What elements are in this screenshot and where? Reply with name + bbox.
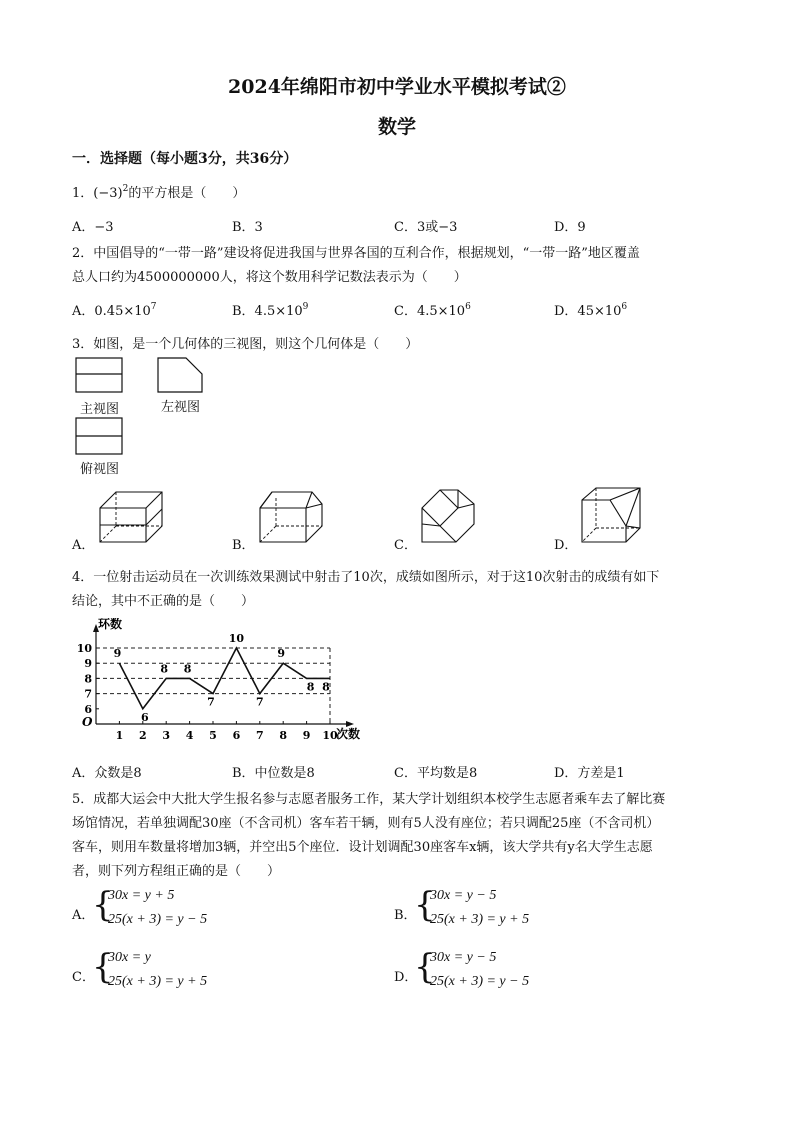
q1-option-a: A．−3 — [72, 220, 114, 235]
question-1-stem: 1．$(-3)^2$的平方根是（ ） — [72, 184, 246, 201]
exam-title: 2024年绵阳市初中学业水平模拟考试② — [228, 76, 566, 98]
question-5-line4: 者，则下列方程组正确的是（ ） — [72, 864, 281, 879]
data-label-4: 8 — [183, 662, 192, 676]
top-view-label: 俯视图 — [80, 462, 120, 477]
q5-option-a-eq2: 25(x + 3) = y − 5 — [108, 912, 208, 927]
q2-option-b: B．$4.5\times 10^9$ — [232, 302, 309, 319]
q2-option-a: A．$0.45\times 10^7$ — [72, 302, 157, 319]
x-axis-label: 次数 — [336, 727, 361, 741]
data-label-2: 6 — [140, 710, 149, 724]
y-axis-label: 环数 — [98, 618, 123, 631]
q5-option-d-eq2: 25(x + 3) = y − 5 — [430, 974, 530, 989]
x-tick-label-2: 2 — [138, 729, 147, 742]
q5-option-b-brace: { — [414, 885, 436, 925]
q3-option-b-label: B． — [232, 538, 255, 553]
left-view-label: 左视图 — [161, 400, 201, 415]
q3-option-b-solid — [256, 488, 326, 546]
q4-option-b: B．中位数是8 — [232, 766, 315, 781]
x-tick-label-9: 9 — [302, 729, 311, 742]
q5-option-d-label: D． — [394, 970, 418, 985]
section-title: 一．选择题（每小题3分，共36分） — [72, 151, 298, 167]
question-4-line2: 结论，其中不正确的是（ ） — [72, 594, 255, 609]
data-label-8: 9 — [277, 647, 286, 661]
q1-expr: (−3) — [93, 186, 123, 201]
q5-option-c-eq2: 25(x + 3) = y + 5 — [108, 974, 208, 989]
q3-option-c-solid — [418, 486, 478, 546]
origin-label: O — [82, 715, 93, 729]
q1-option-b: B．3 — [232, 220, 263, 235]
q1-option-c: C．3或−3 — [394, 220, 458, 235]
q5-option-c-label: C． — [72, 970, 95, 985]
y-tick-label-6: 6 — [84, 702, 92, 716]
data-label-6: 10 — [228, 632, 245, 645]
data-label-10: 8 — [322, 680, 330, 694]
q3-option-c-label: C． — [394, 538, 417, 553]
q5-option-a-eq1: 30x = y + 5 — [108, 888, 175, 903]
q5-option-d-brace: { — [414, 947, 436, 987]
q2-option-d: D．$45\times 10^6$ — [554, 302, 628, 319]
data-label-7: 7 — [255, 695, 264, 709]
q5-option-c-brace: { — [92, 947, 114, 987]
x-tick-label-7: 7 — [255, 729, 264, 742]
data-label-5: 7 — [207, 695, 215, 709]
q1-option-d: D．9 — [554, 220, 586, 235]
x-tick-label-8: 8 — [279, 729, 288, 742]
x-tick-label-1: 1 — [115, 729, 124, 742]
q3-option-a-label: A． — [72, 538, 95, 553]
q4-option-a: A．众数是8 — [72, 766, 142, 781]
question-4-line1: 4．一位射击运动员在一次训练效果测试中射击了10次，成绩如图所示，对于这10次射击的成绩有如下 — [72, 570, 660, 585]
y-tick-label-10: 10 — [76, 642, 92, 655]
x-tick-label-10: 10 — [322, 729, 338, 742]
q2-option-c: C．$4.5\times 10^6$ — [394, 302, 471, 319]
y-tick-label-8: 8 — [84, 672, 92, 686]
question-5-line1: 5．成都大运会中大批大学生报名参与志愿者服务工作，某大学计划组织本校学生志愿者乘车去了解比赛 — [72, 792, 666, 807]
q3-option-d-solid — [578, 486, 644, 546]
left-view — [158, 358, 202, 392]
q5-option-a-brace: { — [92, 885, 114, 925]
y-tick-label-9: 9 — [84, 657, 92, 671]
x-tick-label-3: 3 — [162, 729, 171, 742]
chart-axes — [93, 624, 354, 727]
front-view — [76, 358, 122, 392]
data-label-3: 8 — [160, 662, 169, 676]
question-5-line2: 场馆情况，若单独调配30座（不含司机）客车若干辆，则有5人没有座位；若只调配25座（不含司机） — [72, 816, 660, 831]
question-2-line2: 总人口约为4500000000人，将这个数用科学记数法表示为（ ） — [72, 270, 467, 285]
q5-option-b-eq2: 25(x + 3) = y + 5 — [430, 912, 530, 927]
q3-option-a-solid — [96, 488, 166, 546]
question-5-line3: 客车，则用车数量将增加3辆，并空出5个座位．设计划调配30座客车x辆，该大学共有y名大学生志愿 — [72, 840, 653, 855]
x-tick-label-5: 5 — [209, 729, 217, 742]
data-label-9: 8 — [306, 680, 315, 694]
q4-option-c: C．平均数是8 — [394, 766, 478, 781]
q5-option-b-eq1: 30x = y − 5 — [430, 888, 497, 903]
question-2-line1: 2．中国倡导的“一带一路”建设将促进我国与世界各国的互利合作，根据规划，“一带一路”地区覆盖 — [72, 246, 640, 261]
question-3-stem: 3．如图，是一个几何体的三视图，则这个几何体是（ ） — [72, 337, 419, 352]
shooting-score-chart — [74, 618, 364, 750]
subject-title: 数学 — [377, 116, 416, 138]
front-view-label: 主视图 — [80, 402, 120, 417]
q5-option-c-eq1: 30x = y — [108, 950, 151, 965]
x-tick-label-4: 4 — [185, 729, 194, 742]
top-view — [76, 418, 122, 454]
y-tick-label-7: 7 — [84, 687, 92, 701]
q3-option-d-label: D． — [554, 538, 578, 553]
data-label-1: 9 — [113, 647, 122, 661]
q5-option-a-label: A． — [72, 908, 95, 923]
x-tick-label-6: 6 — [232, 729, 241, 742]
q4-option-d: D．方差是1 — [554, 766, 625, 781]
q5-option-b-label: B． — [394, 908, 417, 923]
q5-option-d-eq1: 30x = y − 5 — [430, 950, 497, 965]
